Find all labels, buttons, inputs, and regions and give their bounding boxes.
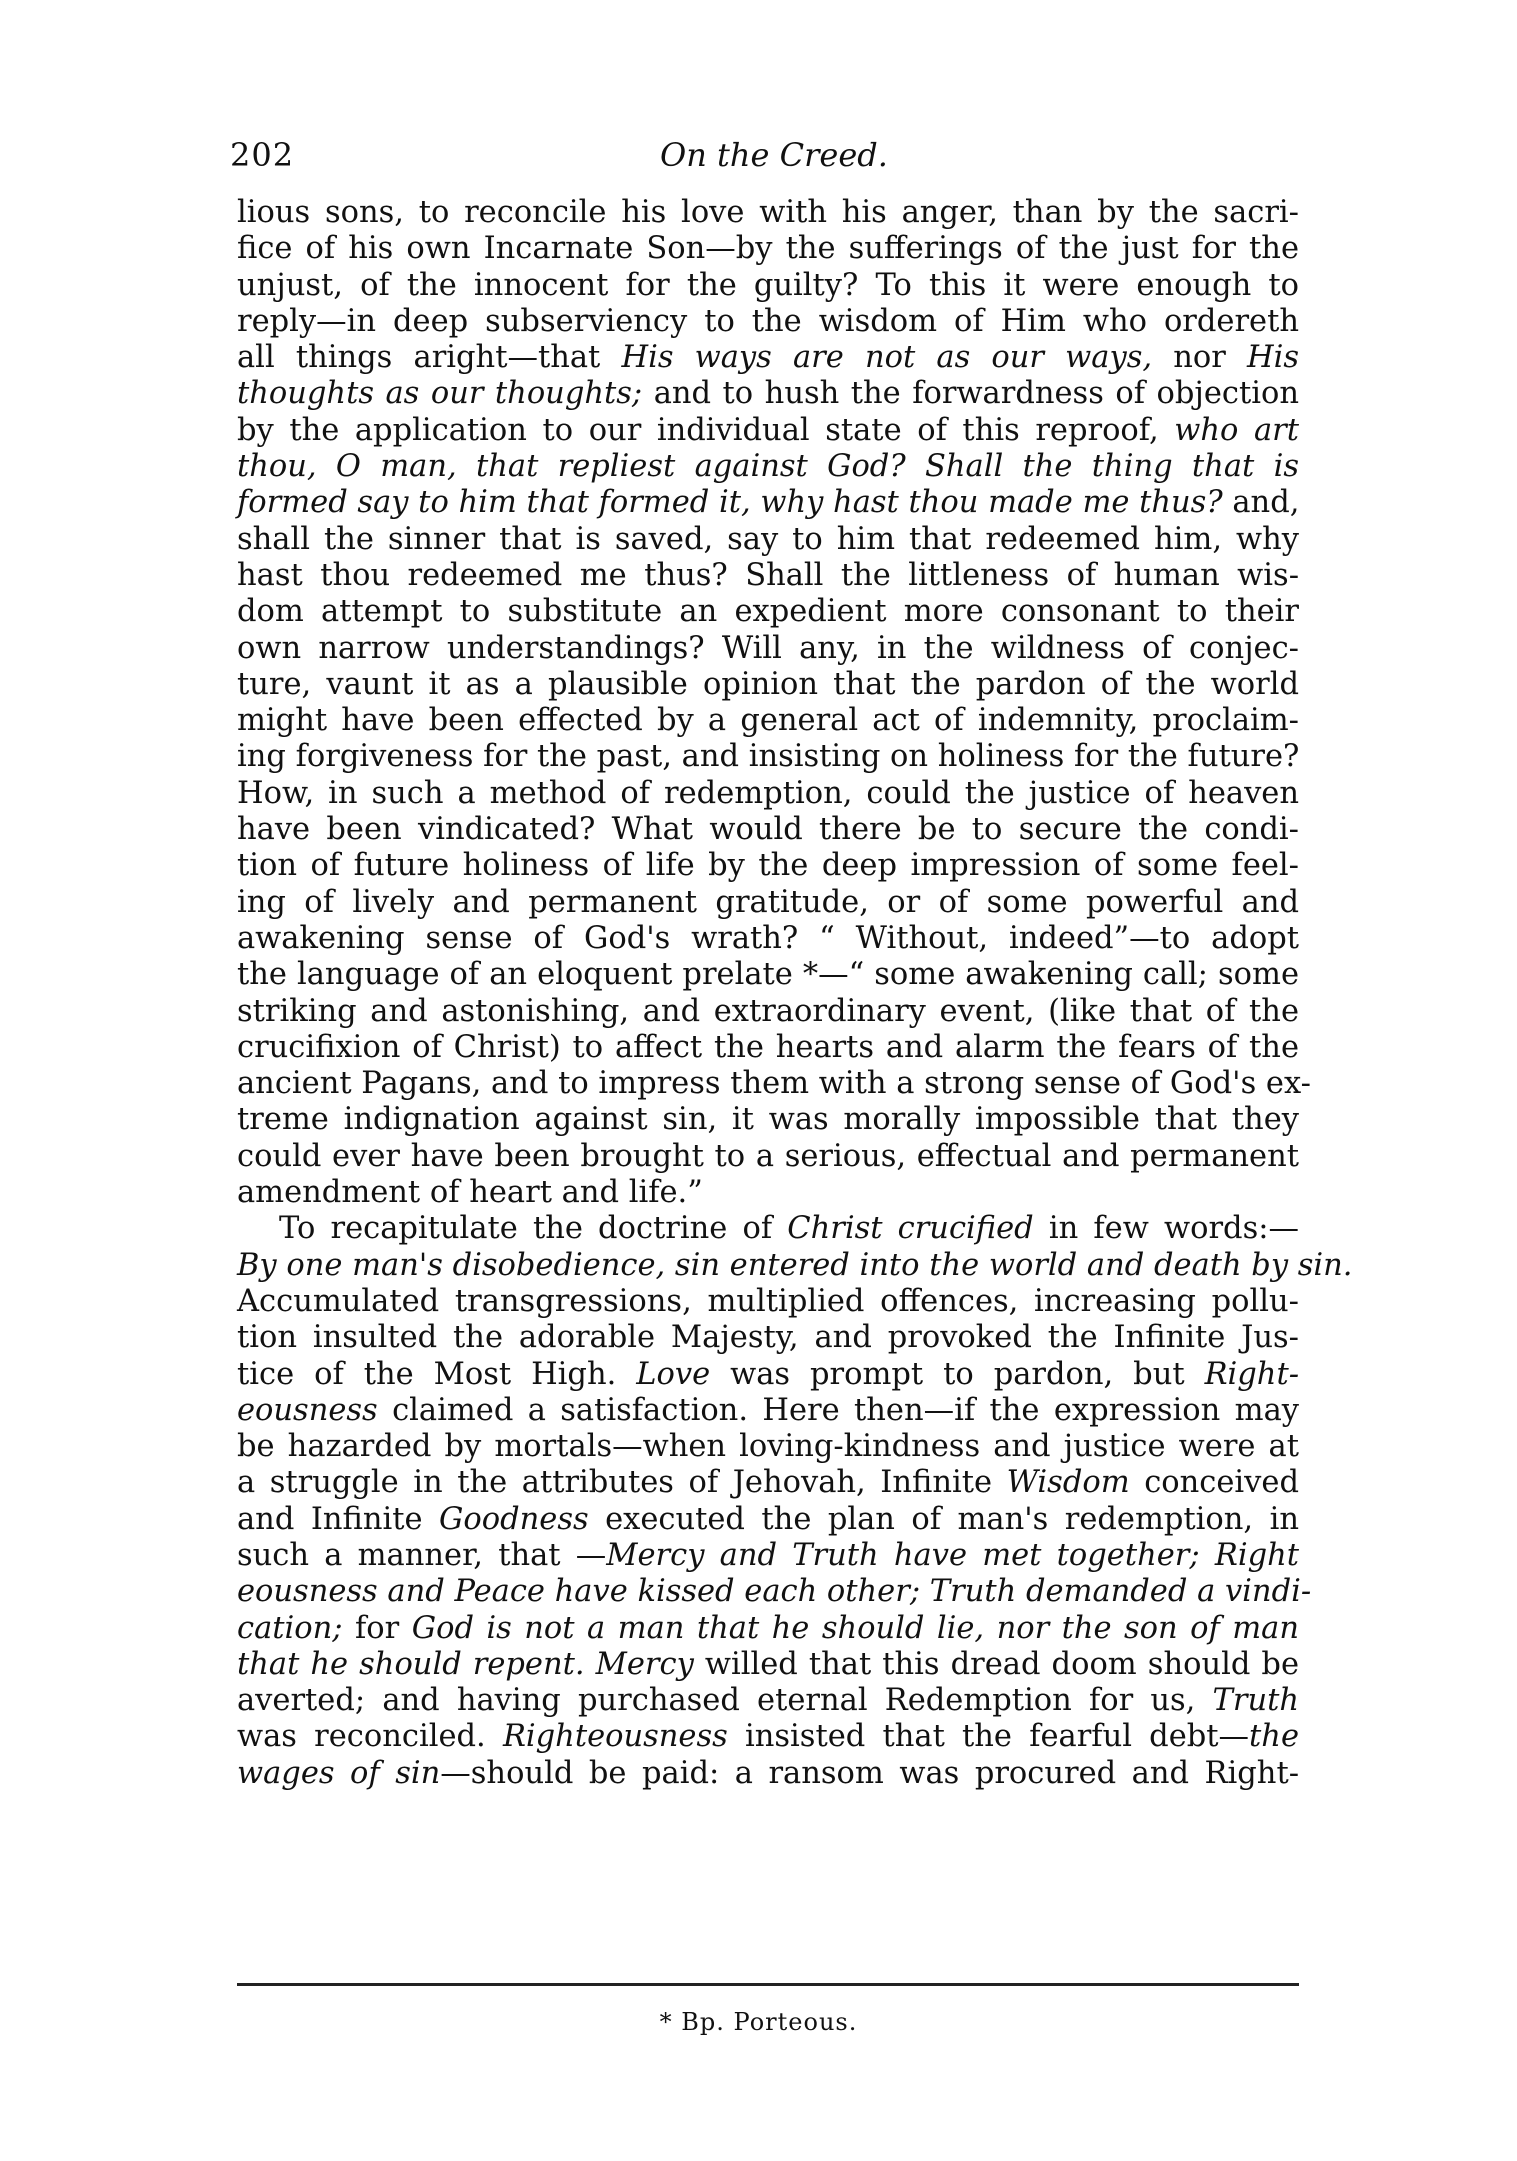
text-line <box>237 1647 1299 1683</box>
italic-text: eousness <box>237 1392 378 1428</box>
italic-text: His ways are not as our ways, <box>621 340 1153 376</box>
italic-text: Christ crucified <box>787 1211 1034 1247</box>
text-run: ancient Pagans, and to impress them with a strong sense of God's ex- <box>237 1066 1311 1102</box>
text-line <box>237 485 1299 521</box>
text-line <box>237 1719 1299 1755</box>
text-line <box>237 1502 1299 1538</box>
text-line <box>237 739 1299 775</box>
text-run: crucifixion of Christ) to affect the hearts and alarm the fears of the <box>237 1029 1299 1065</box>
text-line <box>237 1247 1353 1284</box>
text-run: for <box>342 1610 412 1646</box>
text-run: by the application to our individual state of this reproof, <box>237 412 1175 448</box>
italic-text: By one man's disobedience, sin entered into the world and death by sin. <box>237 1247 1353 1283</box>
text-run: claimed a satisfaction. Here then—if the expression may <box>377 1392 1299 1428</box>
text-run: a struggle in the attributes of Jehovah, Infinite <box>237 1465 1007 1501</box>
text-line <box>237 1139 1299 1175</box>
text-run: in few words:— <box>1033 1211 1299 1247</box>
text-line <box>237 994 1299 1030</box>
text-run: have been vindicated? What would there be to secure the condi- <box>237 812 1299 848</box>
text-line <box>237 340 1299 376</box>
text-run: could ever have been brought to a serious, effectual and permanent <box>237 1138 1299 1174</box>
text-run: lious sons, to reconcile his love with his anger, than by the sacri- <box>237 195 1299 230</box>
text-line <box>237 1175 1299 1211</box>
italic-text: Love <box>636 1356 711 1392</box>
text-line <box>237 1538 1299 1574</box>
text-run: such a manner, that — <box>237 1537 607 1573</box>
text-run: reply—in deep subserviency to the wisdom of Him who ordereth <box>237 303 1299 339</box>
text-line <box>237 812 1299 848</box>
text-line <box>237 921 1299 957</box>
text-line <box>237 631 1299 667</box>
text-run: unjust, of the innocent for the guilty? To this it were enough to <box>237 267 1299 303</box>
italic-text: thou, O man, that repliest against God? Shall the thing that is <box>237 449 1299 485</box>
italic-text: wages of sin <box>237 1755 441 1791</box>
text-line <box>237 594 1299 630</box>
text-line <box>237 1393 1299 1429</box>
text-run: Accumulated transgressions, multiplied offences, increasing pollu- <box>237 1283 1299 1319</box>
italic-text: Goodness <box>439 1501 589 1537</box>
text-run: was reconciled. <box>237 1719 503 1755</box>
body-text <box>237 195 1353 1792</box>
text-run: willed that this dread doom should be <box>693 1646 1299 1682</box>
text-line <box>237 268 1299 304</box>
text-run: ing of lively and permanent gratitude, or of some powerful and <box>237 884 1299 920</box>
text-run: the language of an eloquent prelate *—“ some awakening call; some <box>237 957 1299 993</box>
text-run: awakening sense of God's wrath? “ Without, indeed”—to adopt <box>237 920 1299 956</box>
text-line <box>237 1284 1299 1320</box>
text-run: tion of future holiness of life by the deep impression of some feel- <box>237 848 1299 884</box>
text-line <box>237 522 1299 558</box>
italic-text: His <box>1246 340 1299 376</box>
text-line <box>237 1357 1299 1393</box>
text-run: —should be paid: a ransom was procured and Right- <box>440 1755 1300 1791</box>
text-run: treme indignation against sin, it was morally impossible that they <box>237 1102 1299 1138</box>
text-run: ing forgiveness for the past, and insisting on holiness for the future? <box>237 739 1300 775</box>
italic-text: Right- <box>1204 1356 1300 1392</box>
footnote-divider <box>237 1983 1299 1986</box>
text-run: amendment of heart and life.” <box>237 1175 703 1211</box>
text-line <box>237 1030 1299 1066</box>
text-line <box>237 1683 1299 1719</box>
text-run: averted; and having purchased eternal Redemption for us, <box>237 1683 1213 1719</box>
text-line <box>237 413 1299 449</box>
text-run: How, in such a method of redemption, could the justice of heaven <box>237 775 1299 811</box>
italic-text: Truth <box>1212 1683 1299 1719</box>
text-line <box>237 304 1299 340</box>
text-run: all things aright—that <box>237 340 622 376</box>
text-line <box>237 1102 1299 1138</box>
text-run: striking and astonishing, and extraordinary event, (like that of the <box>237 993 1299 1029</box>
text-line <box>237 848 1299 884</box>
text-run: insisted that the fearful debt— <box>727 1719 1250 1755</box>
italic-text: God is not a man that he should lie, nor the son of man <box>411 1610 1299 1646</box>
text-line <box>237 1320 1299 1356</box>
text-run: own narrow understandings? Will any, in the wildness of conjec- <box>237 630 1299 666</box>
text-line <box>237 703 1299 739</box>
text-run: nor <box>1152 340 1247 376</box>
text-line <box>237 667 1299 703</box>
text-line <box>237 1574 1312 1610</box>
italic-text: Mercy and Truth have met together; Right <box>606 1537 1299 1573</box>
text-line <box>237 1429 1299 1465</box>
text-run: conceived <box>1129 1465 1299 1501</box>
italic-text: cation; <box>237 1610 343 1646</box>
text-run: and Infinite <box>237 1501 440 1537</box>
text-run: tion insulted the adorable Majesty, and provoked the Infinite Jus- <box>237 1320 1299 1356</box>
text-run: executed the plan of man's redemption, in <box>588 1501 1299 1537</box>
text-run: To recapitulate the doctrine of <box>279 1211 788 1247</box>
italic-text: thoughts as our thoughts; <box>237 376 643 412</box>
text-run: might have been effected by a general act of indemnity, proclaim- <box>237 703 1299 739</box>
text-run: hast thou redeemed me thus? Shall the littleness of human wis- <box>237 557 1299 593</box>
page-number: 202 <box>230 136 295 174</box>
page-header <box>230 136 1330 186</box>
text-line <box>237 1465 1299 1501</box>
text-line <box>237 231 1299 267</box>
text-run: be hazarded by mortals—when loving-kindness and justice were at <box>237 1429 1299 1465</box>
italic-text: Wisdom <box>1006 1465 1130 1501</box>
italic-text: eousness and Peace have kissed each other; Truth demanded a vindi- <box>237 1574 1312 1610</box>
text-run: and, <box>1222 485 1300 521</box>
text-line <box>237 1756 1299 1792</box>
text-run: ture, vaunt it as a plausible opinion that the pardon of the world <box>237 666 1299 702</box>
italic-text: Mercy <box>595 1646 694 1682</box>
text-run: was prompt to pardon, but <box>710 1356 1205 1392</box>
text-line <box>237 776 1299 812</box>
italic-text: Righteousness <box>502 1719 728 1755</box>
text-line <box>237 957 1299 993</box>
text-line <box>237 1611 1299 1647</box>
italic-text: the <box>1249 1719 1299 1755</box>
text-line <box>237 376 1299 412</box>
text-line <box>237 449 1299 485</box>
text-run: dom attempt to substitute an expedient more consonant to their <box>237 594 1299 630</box>
text-run <box>585 1647 596 1682</box>
text-run: fice of his own Incarnate Son—by the sufferings of the just for the <box>237 231 1299 267</box>
italic-text: who art <box>1174 412 1299 448</box>
text-line <box>237 1211 1299 1247</box>
text-run: shall the sinner that is saved, say to him that redeemed him, why <box>237 521 1299 557</box>
text-run: and to hush the forwardness of objection <box>642 376 1299 412</box>
text-line <box>237 885 1299 921</box>
italic-text: formed say to him that formed it, why hast thou made me thus? <box>237 485 1223 521</box>
italic-text: that he should repent. <box>237 1646 585 1682</box>
running-head: On the Creed. <box>660 136 888 174</box>
text-run: tice of the Most High. <box>237 1356 637 1392</box>
footnote: * Bp. Porteous. <box>659 2008 858 2036</box>
text-line <box>237 195 1299 231</box>
text-line <box>237 558 1299 594</box>
text-line <box>237 1066 1311 1102</box>
